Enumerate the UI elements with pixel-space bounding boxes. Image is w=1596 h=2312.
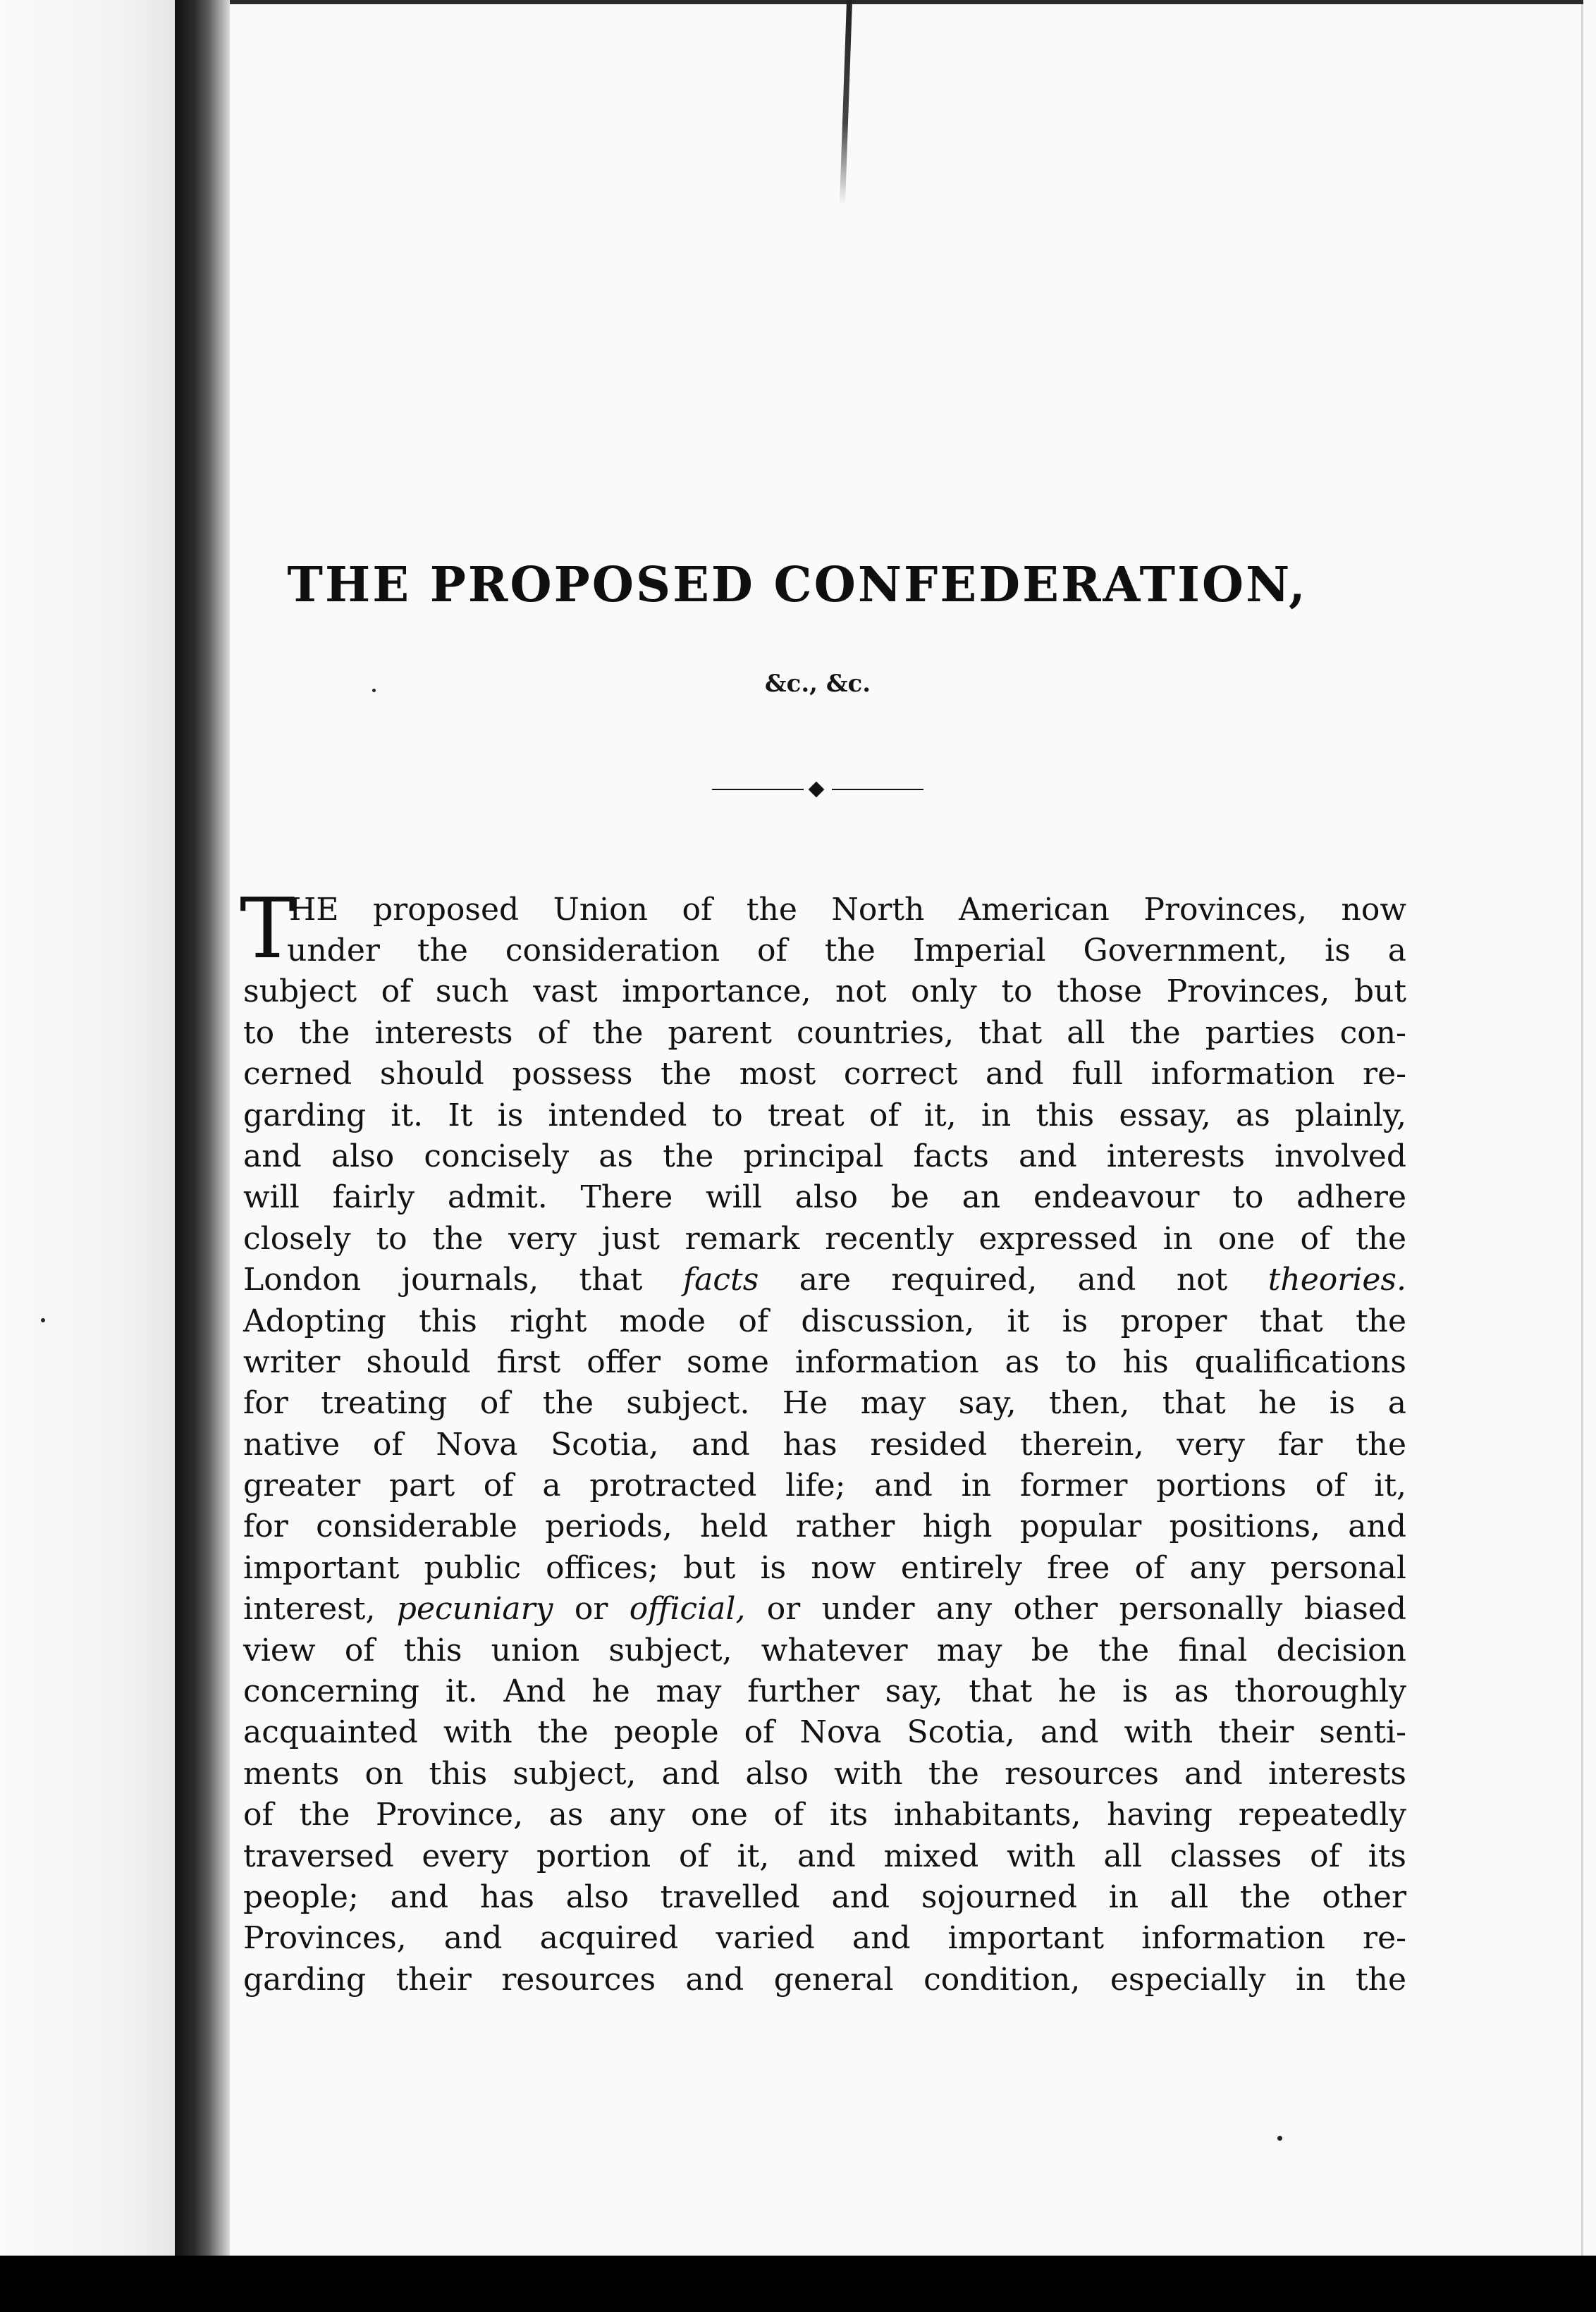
text-run: interest,: [243, 1591, 397, 1628]
body-line: closely to the very just remark recently expressed in one of the: [243, 1220, 1406, 1257]
body-text: [243, 930, 1406, 2000]
ornamental-divider: [712, 782, 923, 797]
text-run: or under any other personally biased: [745, 1591, 1406, 1628]
body-line: for treating of the subject. He may say, then, that he is a: [243, 1385, 1406, 1422]
body-line: acquainted with the people of Nova Scotia, and with their senti-: [243, 1714, 1406, 1751]
divider-rule-right: [832, 789, 923, 790]
body-line: Adopting this right mode of discussion, it is proper that the: [243, 1303, 1406, 1339]
scan-speck: [41, 1318, 45, 1322]
body-line: view of this union subject, whatever may be the final decision: [243, 1632, 1406, 1668]
body-line: greater part of a protracted life; and in former portions of it,: [243, 1468, 1406, 1504]
body-line: of the Province, as any one of its inhabitants, having repeatedly: [243, 1797, 1406, 1833]
body-line: and also concisely as the principal facts and interests involved: [243, 1138, 1406, 1174]
body-line: important public offices; but is now entirely free of any personal: [243, 1549, 1406, 1586]
scan-speck: [372, 689, 376, 692]
scan-speck: [1277, 2136, 1282, 2141]
body-line: concerning it. And he may further say, that he is as thoroughly: [243, 1673, 1406, 1710]
text-run: or: [553, 1591, 630, 1628]
body-line: traversed every portion of it, and mixed with all classes of its: [243, 1838, 1406, 1874]
italic-pecuniary: pecuniary: [396, 1591, 553, 1628]
text-run: are required, and not: [759, 1262, 1268, 1298]
scan-bottom-edge: [0, 2256, 1596, 2312]
body-line: Provinces, and acquired varied and important information re-: [243, 1920, 1406, 1957]
body-line: cerned should possess the most correct and full information re-: [243, 1056, 1406, 1093]
divider-diamond-icon: [809, 782, 825, 798]
left-page-margin: [0, 0, 176, 2256]
body-line: garding their resources and general condition, especially in the: [243, 1961, 1406, 1998]
scan-top-edge: [230, 0, 1583, 4]
page-edge: [1581, 0, 1583, 2256]
body-line: people; and has also travelled and sojourned in all the other: [243, 1878, 1406, 1915]
body-line: native of Nova Scotia, and has resided therein, very far the: [243, 1426, 1406, 1463]
divider-rule-left: [712, 789, 804, 790]
body-line: for considerable periods, held rather high popular positions, and: [243, 1508, 1406, 1545]
body-line-facts: [243, 1260, 1406, 1300]
document-title: THE PROPOSED CONFEDERATION,: [287, 557, 1308, 613]
body-line: writer should first offer some information as to his qualifications: [243, 1343, 1406, 1380]
body-line: ments on this subject, and also with the resources and interests: [243, 1755, 1406, 1792]
italic-official: official,: [629, 1591, 746, 1628]
drop-cap: T: [240, 880, 295, 977]
body-line: garding it. It is intended to treat of it, in this essay, as plainly,: [243, 1097, 1406, 1133]
italic-facts: facts: [682, 1262, 759, 1298]
text-run: London journals, that: [243, 1262, 683, 1298]
document-subtitle: &c., &c.: [764, 670, 871, 698]
book-gutter: [175, 0, 230, 2256]
body-line: to the interests of the parent countries, that all the parties con-: [243, 1014, 1406, 1051]
body-first-line: HE proposed Union of the North American Provinces, now: [289, 892, 1406, 928]
body-line: under the consideration of the Imperial Government, is a: [287, 933, 1406, 969]
italic-theories: theories.: [1267, 1262, 1406, 1298]
body-line: will fairly admit. There will also be an endeavour to adhere: [243, 1179, 1406, 1216]
body-line-interest: [243, 1589, 1406, 1630]
body-line: subject of such vast importance, not only to those Provinces, but: [243, 973, 1406, 1010]
